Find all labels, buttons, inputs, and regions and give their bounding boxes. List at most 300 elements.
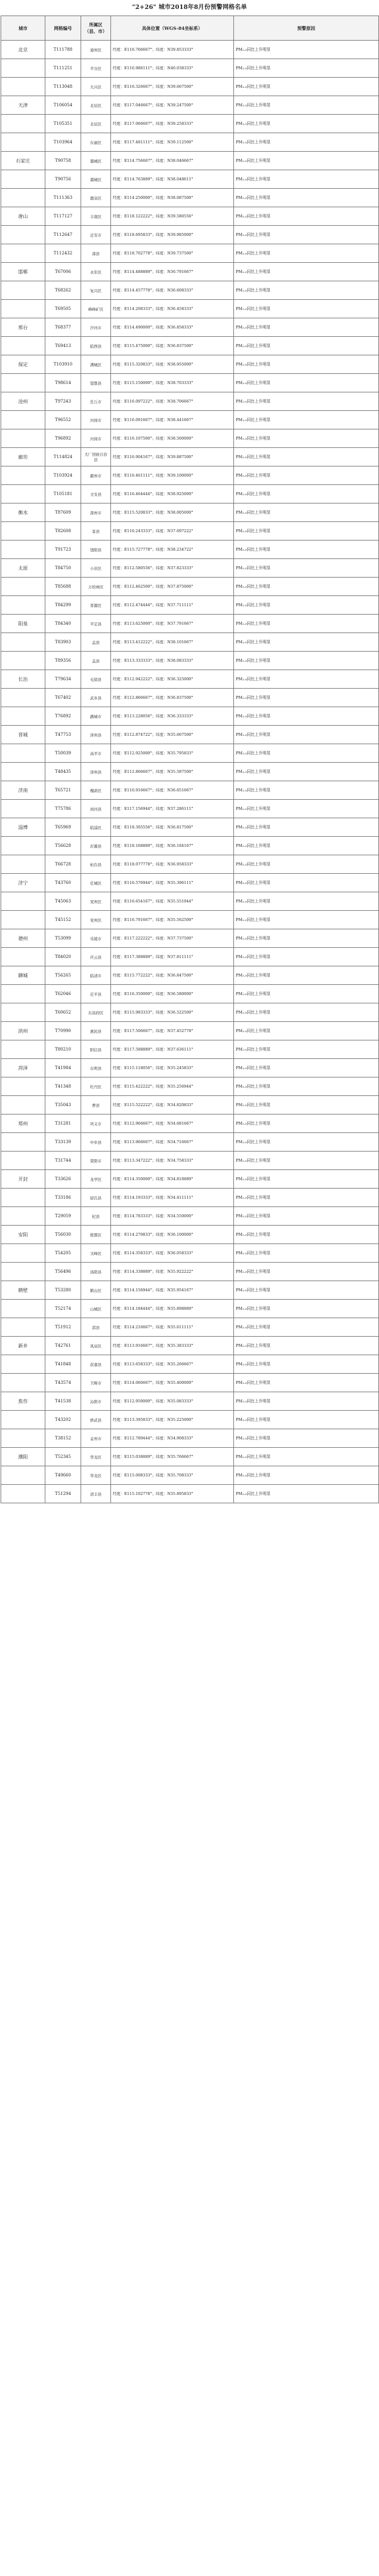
reason-cell: PM₂.₅同比上升明显	[234, 744, 379, 763]
reason-cell: PM₂.₅同比上升明显	[234, 689, 379, 707]
city-cell	[1, 911, 45, 929]
table-row	[1, 503, 379, 522]
city-cell	[1, 855, 45, 874]
reason-cell: PM₂.₅同比上升明显	[234, 1392, 379, 1411]
table-row	[1, 966, 379, 985]
city-cell	[1, 1318, 45, 1337]
table-row	[1, 1318, 379, 1337]
district-cell: 万柏林区	[81, 578, 111, 596]
district-cell: 河间市	[81, 429, 111, 448]
table-row	[1, 1281, 379, 1300]
table-row	[1, 874, 379, 892]
grid-code-cell: T38152	[45, 1429, 81, 1448]
district-cell: 获嘉县	[81, 1355, 111, 1374]
position-cell: 经度：E113.658333°；纬度：N35.266667°	[111, 1355, 234, 1374]
table-row	[1, 1207, 379, 1226]
reason-cell: PM₂.₅同比上升明显	[234, 818, 379, 837]
reason-cell: PM₂.₅同比上升明显	[234, 1114, 379, 1133]
district-cell: 景县	[81, 522, 111, 541]
grid-code-cell: T91723	[45, 541, 81, 559]
district-cell: 平谷区	[81, 59, 111, 78]
city-cell: 济宁	[1, 874, 45, 892]
table-row	[1, 281, 379, 300]
reason-cell: PM₂.₅同比上升明显	[234, 226, 379, 244]
reason-cell: PM₂.₅同比上升明显	[234, 152, 379, 170]
grid-code-cell: T53280	[45, 1281, 81, 1300]
position-cell: 经度：E114.763889°；纬度：N38.048611°	[111, 170, 234, 189]
city-cell	[1, 189, 45, 207]
table-row	[1, 263, 379, 281]
city-cell	[1, 763, 45, 781]
district-cell: 沂源县	[81, 837, 111, 855]
district-cell: 鹤山区	[81, 1281, 111, 1300]
reason-cell: PM₂.₅同比上升明显	[234, 392, 379, 411]
reason-cell: PM₂.₅同比上升明显	[234, 1318, 379, 1337]
table-row	[1, 133, 379, 152]
position-cell: 经度：E118.168889°；纬度：N36.184167°	[111, 837, 234, 855]
position-cell: 经度：E115.983333°；纬度：N36.522500°	[111, 1003, 234, 1022]
reason-cell: PM₂.₅同比上升明显	[234, 763, 379, 781]
grid-code-cell: T56030	[45, 1226, 81, 1244]
city-cell	[1, 652, 45, 670]
city-cell: 石家庄	[1, 152, 45, 170]
district-cell: 槐荫区	[81, 781, 111, 800]
district-cell: 汤阴县	[81, 1263, 111, 1281]
grid-code-cell: T84750	[45, 559, 81, 578]
city-cell	[1, 985, 45, 1003]
district-cell: 牡丹区	[81, 1077, 111, 1096]
table-row	[1, 1096, 379, 1114]
grid-code-cell: T89356	[45, 652, 81, 670]
grid-code-cell: T45063	[45, 892, 81, 911]
district-cell: 迁安市	[81, 226, 111, 244]
position-cell: 经度：E112.925000°；纬度：N35.795833°	[111, 744, 234, 763]
table-row	[1, 1429, 379, 1448]
city-cell	[1, 800, 45, 818]
grid-code-cell: T52345	[45, 1448, 81, 1466]
city-cell: 太原	[1, 559, 45, 578]
district-cell: 东丽区	[81, 133, 111, 152]
district-cell: 通州区	[81, 41, 111, 59]
table-row	[1, 355, 379, 374]
city-cell	[1, 1096, 45, 1114]
table-row	[1, 948, 379, 966]
reason-cell: PM₂.₅同比上升明显	[234, 503, 379, 522]
reason-cell: PM₂.₅同比上升明显	[234, 59, 379, 78]
position-cell: 经度：E115.422222°；纬度：N35.256944°	[111, 1077, 234, 1096]
reason-cell: PM₂.₅同比上升明显	[234, 1411, 379, 1429]
district-cell: 高平市	[81, 744, 111, 763]
reason-cell: PM₂.₅同比上升明显	[234, 133, 379, 152]
reason-cell: PM₂.₅同比上升明显	[234, 411, 379, 429]
city-cell: 北京	[1, 41, 45, 59]
table-row	[1, 96, 379, 115]
position-cell: 经度：E114.216667°；纬度：N35.611111°	[111, 1318, 234, 1337]
table-row	[1, 892, 379, 911]
reason-cell: PM₂.₅同比上升明显	[234, 874, 379, 892]
table-row	[1, 1337, 379, 1355]
grid-code-cell: T103924	[45, 466, 81, 485]
district-cell: 商河县	[81, 800, 111, 818]
city-cell	[1, 1355, 45, 1374]
header-position: 具体位置（WGS-84坐标系）	[111, 16, 234, 41]
header-grid-code: 网格编号	[45, 16, 81, 41]
position-cell: 经度：E118.305556°；纬度：N36.817500°	[111, 818, 234, 837]
table-row	[1, 392, 379, 411]
position-cell: 经度：E113.412222°；纬度：N38.101667°	[111, 633, 234, 652]
reason-cell: PM₂.₅同比上升明显	[234, 1040, 379, 1059]
reason-cell: PM₂.₅同比上升明显	[234, 318, 379, 337]
table-row	[1, 1170, 379, 1189]
position-cell: 经度：E112.950000°；纬度：N35.083333°	[111, 1392, 234, 1411]
reason-cell: PM₂.₅同比上升明显	[234, 115, 379, 133]
district-cell: 潞城市	[81, 707, 111, 726]
district-cell: 藁城区	[81, 170, 111, 189]
position-cell: 经度：E115.008333°；纬度：N35.708333°	[111, 1466, 234, 1485]
reason-cell: PM₂.₅同比上升明显	[234, 281, 379, 300]
district-cell: 饶阳县	[81, 541, 111, 559]
district-cell: 盂县	[81, 652, 111, 670]
city-cell: 济南	[1, 781, 45, 800]
table-row	[1, 1226, 379, 1244]
city-cell	[1, 485, 45, 503]
grid-code-cell: T112432	[45, 244, 81, 263]
reason-cell: PM₂.₅同比上升明显	[234, 189, 379, 207]
reason-cell: PM₂.₅同比上升明显	[234, 948, 379, 966]
city-cell: 邯郸	[1, 263, 45, 281]
position-cell: 经度：E115.520833°；纬度：N38.005000°	[111, 503, 234, 522]
city-cell	[1, 133, 45, 152]
position-cell: 经度：E112.874722°；纬度：N35.667500°	[111, 726, 234, 744]
table-row	[1, 1189, 379, 1207]
district-cell: 永年区	[81, 263, 111, 281]
table-body	[1, 41, 379, 1503]
city-cell: 晋城	[1, 726, 45, 744]
grid-code-cell: T41538	[45, 1392, 81, 1411]
position-cell: 经度：E116.243333°；纬度：N37.697222°	[111, 522, 234, 541]
position-cell: 经度：E115.475000°；纬度：N36.837500°	[111, 337, 234, 355]
city-cell	[1, 429, 45, 448]
reason-cell: PM₂.₅同比上升明显	[234, 1448, 379, 1466]
grid-code-cell: T35043	[45, 1096, 81, 1114]
city-cell: 鹤壁	[1, 1281, 45, 1300]
reason-cell: PM₂.₅同比上升明显	[234, 244, 379, 263]
table-row	[1, 1300, 379, 1318]
position-cell: 经度：E114.457778°；纬度：N36.608333°	[111, 281, 234, 300]
reason-cell: PM₂.₅同比上升明显	[234, 559, 379, 578]
reason-cell: PM₂.₅同比上升明显	[234, 355, 379, 374]
reason-cell: PM₂.₅同比上升明显	[234, 1152, 379, 1170]
position-cell: 经度：E118.122222°；纬度：N39.580556°	[111, 207, 234, 226]
position-cell: 经度：E114.156944°；纬度：N35.954167°	[111, 1281, 234, 1300]
district-cell: 滦县	[81, 244, 111, 263]
table-row	[1, 1022, 379, 1040]
city-cell	[1, 948, 45, 966]
table-row	[1, 689, 379, 707]
reason-cell: PM₂.₅同比上升明显	[234, 1077, 379, 1096]
grid-code-cell: T84020	[45, 948, 81, 966]
grid-code-cell: T111788	[45, 41, 81, 59]
position-cell: 经度：E114.783333°；纬度：N34.550000°	[111, 1207, 234, 1226]
city-cell	[1, 689, 45, 707]
district-cell: 大兴区	[81, 78, 111, 96]
position-cell: 经度：E117.222222°；纬度：N37.737500°	[111, 929, 234, 948]
grid-code-cell: T42761	[45, 1337, 81, 1355]
header-district: 所属区（县、市）	[81, 16, 111, 41]
district-cell: 晋源区	[81, 596, 111, 615]
city-cell: 淄博	[1, 818, 45, 837]
city-cell	[1, 596, 45, 615]
city-cell	[1, 578, 45, 596]
grid-code-cell: T50039	[45, 744, 81, 763]
reason-cell: PM₂.₅同比上升明显	[234, 1096, 379, 1114]
position-cell: 经度：E115.102778°；纬度：N35.895833°	[111, 1485, 234, 1503]
city-cell: 安阳	[1, 1226, 45, 1244]
district-cell: 阳信县	[81, 1040, 111, 1059]
district-cell: 文安县	[81, 485, 111, 503]
header-reason: 预警原因	[234, 16, 379, 41]
grid-code-cell: T97243	[45, 392, 81, 411]
grid-code-cell: T45152	[45, 911, 81, 929]
district-cell: 沙河市	[81, 318, 111, 337]
district-cell: 乐陵市	[81, 929, 111, 948]
reason-cell: PM₂.₅同比上升明显	[234, 337, 379, 355]
position-cell: 经度：E116.986111°；纬度：N40.038333°	[111, 59, 234, 78]
reason-cell: PM₂.₅同比上升明显	[234, 1189, 379, 1207]
district-cell: 修武县	[81, 1411, 111, 1429]
position-cell: 经度：E116.791667°；纬度：N35.562500°	[111, 911, 234, 929]
position-cell: 经度：E112.966667°；纬度：N34.681667°	[111, 1114, 234, 1133]
grid-code-cell: T83903	[45, 633, 81, 652]
city-cell	[1, 633, 45, 652]
table-row	[1, 1411, 379, 1429]
city-cell	[1, 59, 45, 78]
district-cell: 华龙区	[81, 1448, 111, 1466]
grid-code-cell: T48435	[45, 763, 81, 781]
position-cell: 经度：E116.576944°；纬度：N35.396111°	[111, 874, 234, 892]
city-cell: 长治	[1, 670, 45, 689]
table-row	[1, 41, 379, 59]
district-cell: 东明县	[81, 1059, 111, 1077]
city-cell	[1, 1466, 45, 1485]
position-cell: 经度：E118.695833°；纬度：N39.985000°	[111, 226, 234, 244]
position-cell: 经度：E114.250000°；纬度：N38.087500°	[111, 189, 234, 207]
district-cell: 丰南区	[81, 207, 111, 226]
table-row	[1, 170, 379, 189]
reason-cell: PM₂.₅同比上升明显	[234, 300, 379, 318]
warning-grid-table	[1, 16, 379, 1503]
position-cell: 经度：E117.388889°；纬度：N37.811111°	[111, 948, 234, 966]
city-cell: 德州	[1, 929, 45, 948]
city-cell: 开封	[1, 1170, 45, 1189]
table-row	[1, 466, 379, 485]
city-cell: 聊城	[1, 966, 45, 985]
city-cell	[1, 707, 45, 726]
reason-cell: PM₂.₅同比上升明显	[234, 207, 379, 226]
district-cell: 殷都区	[81, 1226, 111, 1244]
city-cell: 保定	[1, 355, 45, 374]
reason-cell: PM₂.₅同比上升明显	[234, 263, 379, 281]
district-cell: 兖州区	[81, 892, 111, 911]
table-row	[1, 226, 379, 244]
reason-cell: PM₂.₅同比上升明显	[234, 929, 379, 948]
position-cell: 经度：E113.395833°；纬度：N35.225000°	[111, 1411, 234, 1429]
position-cell: 经度：E117.588889°；纬度：N37.636111°	[111, 1040, 234, 1059]
reason-cell: PM₂.₅同比上升明显	[234, 1485, 379, 1503]
table-row	[1, 800, 379, 818]
district-cell: 峰峰矿区	[81, 300, 111, 318]
position-cell: 经度：E113.625000°；纬度：N37.791667°	[111, 615, 234, 633]
district-cell: 泽州县	[81, 726, 111, 744]
grid-code-cell: T96892	[45, 429, 81, 448]
reason-cell: PM₂.₅同比上升明显	[234, 170, 379, 189]
grid-code-cell: T111251	[45, 59, 81, 78]
table-row	[1, 1133, 379, 1152]
district-cell: 华龙区	[81, 1466, 111, 1485]
grid-code-cell: T41848	[45, 1355, 81, 1374]
grid-code-cell: T105351	[45, 115, 81, 133]
table-row	[1, 652, 379, 670]
position-cell: 经度：E112.866667°；纬度：N36.837500°	[111, 689, 234, 707]
district-cell: 桓台县	[81, 855, 111, 874]
table-row	[1, 244, 379, 263]
grid-code-cell: T80210	[45, 1040, 81, 1059]
district-cell: 复兴区	[81, 281, 111, 300]
position-cell: 经度：E114.338889°；纬度：N35.922222°	[111, 1263, 234, 1281]
position-cell: 经度：E113.347222°；纬度：N34.758333°	[111, 1152, 234, 1170]
grid-code-cell: T114824	[45, 448, 81, 466]
grid-code-cell: T66728	[45, 855, 81, 874]
grid-code-cell: T47753	[45, 726, 81, 744]
position-cell: 经度：E113.916667°；纬度：N35.383333°	[111, 1337, 234, 1355]
reason-cell: PM₂.₅同比上升明显	[234, 96, 379, 115]
city-cell	[1, 226, 45, 244]
district-cell: 小店区	[81, 559, 111, 578]
district-cell: 北辰区	[81, 96, 111, 115]
position-cell: 经度：E114.488889°；纬度：N36.791667°	[111, 263, 234, 281]
position-cell: 经度：E114.358333°；纬度：N36.058333°	[111, 1244, 234, 1263]
city-cell: 濮阳	[1, 1448, 45, 1466]
grid-code-cell: T96552	[45, 411, 81, 429]
grid-code-cell: T103964	[45, 133, 81, 152]
grid-code-cell: T51912	[45, 1318, 81, 1337]
position-cell: 经度：E112.789444°；纬度：N34.908333°	[111, 1429, 234, 1448]
table-row	[1, 911, 379, 929]
reason-cell: PM₂.₅同比上升明显	[234, 1059, 379, 1077]
position-cell: 经度：E114.756667°；纬度：N38.046667°	[111, 152, 234, 170]
district-cell: 霸州市	[81, 466, 111, 485]
grid-code-cell: T65721	[45, 781, 81, 800]
reason-cell: PM₂.₅同比上升明显	[234, 1466, 379, 1485]
reason-cell: PM₂.₅同比上升明显	[234, 41, 379, 59]
table-row	[1, 522, 379, 541]
table-row	[1, 1152, 379, 1170]
position-cell: 经度：E116.350000°；纬度：N36.580000°	[111, 985, 234, 1003]
grid-code-cell: T105181	[45, 485, 81, 503]
position-cell: 经度：E116.107500°；纬度：N38.500000°	[111, 429, 234, 448]
reason-cell: PM₂.₅同比上升明显	[234, 892, 379, 911]
city-cell: 郑州	[1, 1114, 45, 1133]
table-row	[1, 1485, 379, 1503]
grid-code-cell: T76892	[45, 707, 81, 726]
position-cell: 经度：E117.066667°；纬度：N39.258333°	[111, 115, 234, 133]
district-cell: 临清市	[81, 966, 111, 985]
reason-cell: PM₂.₅同比上升明显	[234, 448, 379, 466]
district-cell: 临西县	[81, 337, 111, 355]
table-row	[1, 485, 379, 503]
reason-cell: PM₂.₅同比上升明显	[234, 429, 379, 448]
reason-cell: PM₂.₅同比上升明显	[234, 522, 379, 541]
table-row	[1, 448, 379, 466]
city-cell: 廊坊	[1, 448, 45, 466]
table-row	[1, 781, 379, 800]
city-cell	[1, 541, 45, 559]
city-cell: 新乡	[1, 1337, 45, 1355]
position-cell: 经度：E116.091667°；纬度：N38.441667°	[111, 411, 234, 429]
grid-code-cell: T41984	[45, 1059, 81, 1077]
district-cell: 尉氏县	[81, 1189, 111, 1207]
table-row	[1, 189, 379, 207]
city-cell	[1, 78, 45, 96]
district-cell: 龙亭区	[81, 1170, 111, 1189]
table-row	[1, 152, 379, 170]
reason-cell: PM₂.₅同比上升明显	[234, 707, 379, 726]
position-cell: 经度：E117.506667°；纬度：N37.452778°	[111, 1022, 234, 1040]
reason-cell: PM₂.₅同比上升明显	[234, 1170, 379, 1189]
city-cell	[1, 1207, 45, 1226]
grid-code-cell: T69505	[45, 300, 81, 318]
table-row	[1, 855, 379, 874]
district-cell: 满城区	[81, 355, 111, 374]
city-cell: 滨州	[1, 1022, 45, 1040]
grid-code-cell: T54205	[45, 1244, 81, 1263]
grid-code-cell: T98614	[45, 374, 81, 392]
reason-cell: PM₂.₅同比上升明显	[234, 1355, 379, 1374]
city-cell: 焦作	[1, 1392, 45, 1411]
district-cell: 中牟县	[81, 1133, 111, 1152]
header-city: 城市	[1, 16, 45, 41]
table-row	[1, 985, 379, 1003]
reason-cell: PM₂.₅同比上升明显	[234, 855, 379, 874]
reason-cell: PM₂.₅同比上升明显	[234, 1281, 379, 1300]
reason-cell: PM₂.₅同比上升明显	[234, 633, 379, 652]
city-cell	[1, 1485, 45, 1503]
district-cell: 凤泉区	[81, 1337, 111, 1355]
district-cell: 惠民县	[81, 1022, 111, 1040]
district-cell: 荥阳市	[81, 1152, 111, 1170]
city-cell	[1, 374, 45, 392]
grid-code-cell: T43760	[45, 874, 81, 892]
reason-cell: PM₂.₅同比上升明显	[234, 596, 379, 615]
district-cell: 藁城区	[81, 152, 111, 170]
grid-code-cell: T56265	[45, 966, 81, 985]
city-cell	[1, 1411, 45, 1429]
reason-cell: PM₂.₅同比上升明显	[234, 1429, 379, 1448]
district-cell: 清丰县	[81, 1485, 111, 1503]
position-cell: 经度：E117.046667°；纬度：N39.247500°	[111, 96, 234, 115]
reason-cell: PM₂.₅同比上升明显	[234, 1300, 379, 1318]
reason-cell: PM₂.₅同比上升明显	[234, 1226, 379, 1244]
district-cell: 屯留县	[81, 670, 111, 689]
district-cell: 茌平县	[81, 985, 111, 1003]
position-cell: 经度：E115.150000°；纬度：N38.703333°	[111, 374, 234, 392]
reason-cell: PM₂.₅同比上升明显	[234, 374, 379, 392]
position-cell: 经度：E117.481111°；纬度：N39.112500°	[111, 133, 234, 152]
grid-code-cell: T84340	[45, 615, 81, 633]
position-cell: 经度：E116.904167°；纬度：N39.887500°	[111, 448, 234, 466]
reason-cell: PM₂.₅同比上升明显	[234, 1263, 379, 1281]
grid-code-cell: T82608	[45, 522, 81, 541]
